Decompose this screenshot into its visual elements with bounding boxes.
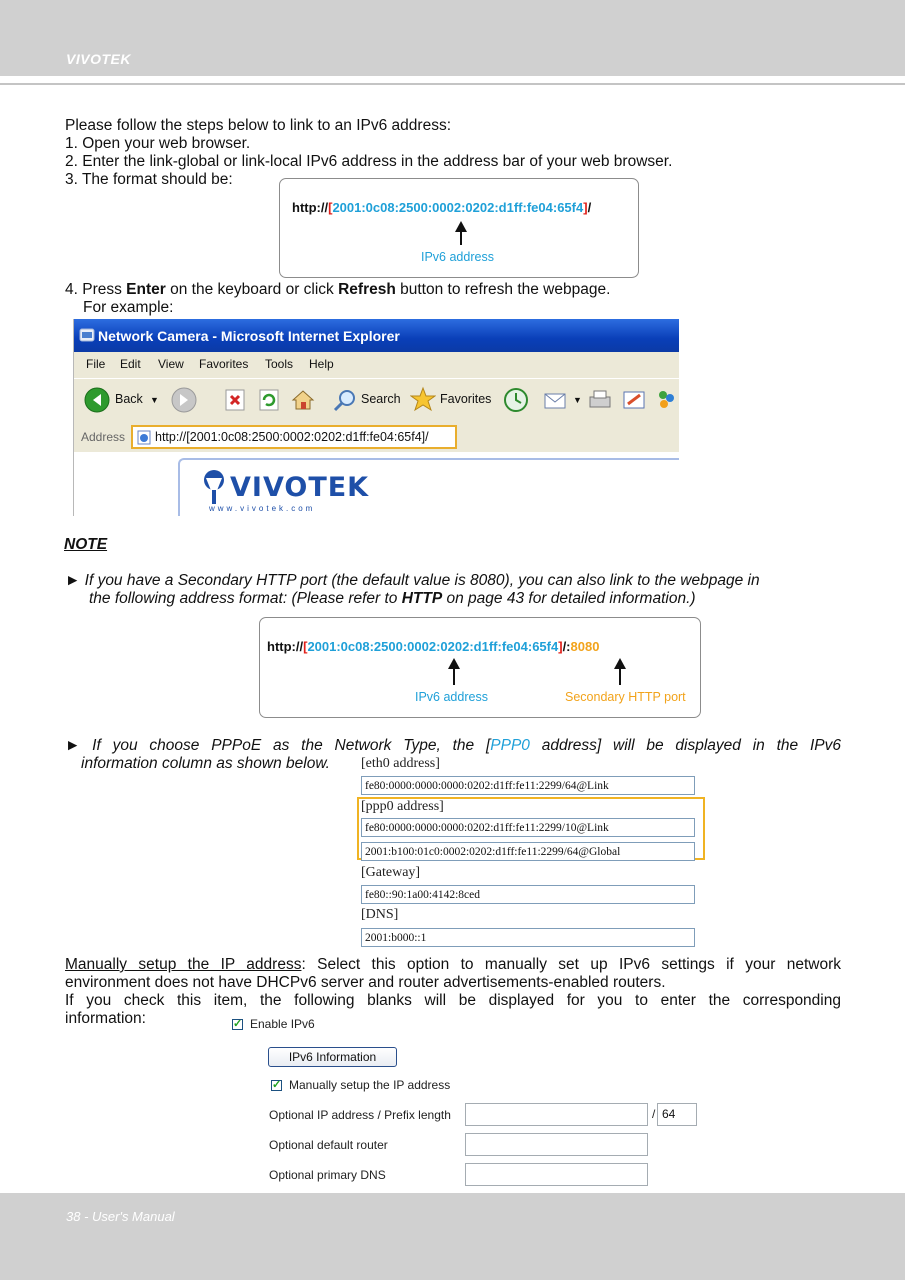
back-button-label[interactable]: Back [115,392,143,406]
note-text-b: on page 43 for detailed information.) [442,590,696,607]
prefix-slash: / [652,1107,656,1121]
back-dropdown-icon[interactable]: ▼ [150,395,159,405]
manual-title: Manually setup the IP address [65,956,302,973]
menu-edit[interactable]: Edit [120,357,141,371]
manual-line-2: environment does not have DHCPv6 server and router advertisements-enabled routers. [65,974,666,991]
dns-label: [DNS] [361,907,399,922]
arrow-shaft [619,668,621,685]
footer-page-number: 38 - User's Manual [66,1209,175,1224]
header-divider [0,83,905,85]
browser-title-text: Network Camera - Microsoft Internet Explorer [98,328,400,344]
manual-line1-rest: : Select this option to manually set up IPv6 settings if your network [301,956,841,973]
vivotek-logo-url: www.vivotek.com [209,504,316,513]
search-icon[interactable] [332,387,358,413]
pppoe-ppp0: PPP0 [490,737,530,754]
mail-icon[interactable] [542,387,570,413]
address-value: http://[2001:0c08:2500:0002:0202:d1ff:fe04:65f4]/ [155,430,429,444]
pppoe-text-b: address] will be displayed in the IPv6 [529,737,841,754]
manual-setup-label: Manually setup the IP address [289,1078,451,1092]
url-port-format-line [267,639,599,654]
stop-icon[interactable] [224,388,246,412]
ppp0-global-address-field: 2001:b100:01c0:0002:0202:d1ff:fe11:2299/64@Global [361,842,695,861]
vivotek-logo-text: VIVOTEK [230,472,370,503]
page-footer-band [0,1193,905,1280]
home-icon[interactable] [290,387,316,413]
url-close-bracket: ] [583,200,588,215]
url-suffix: / [587,200,592,215]
edit-icon[interactable] [621,387,647,413]
optional-ip-input[interactable] [465,1103,648,1126]
url-open-bracket: [ [328,200,333,215]
menu-file[interactable]: File [86,357,106,371]
browser-title-bar [74,319,679,352]
url-format-line [292,200,591,215]
ppp0-address-label: [ppp0 address] [361,799,444,814]
search-button-label[interactable]: Search [361,392,401,406]
menu-help[interactable]: Help [309,357,334,371]
favorites-button-label[interactable]: Favorites [440,392,492,406]
enable-ipv6-label: Enable IPv6 [250,1017,315,1031]
favorites-star-icon[interactable] [410,386,436,412]
note-bullet-1-line-1: ► If you have a Secondary HTTP port (the default value is 8080), you can also link to the webpage in [65,572,760,589]
note-bullet-1-line-2 [89,590,696,608]
primary-dns-label: Optional primary DNS [269,1168,386,1182]
checkmark-icon: ✓ [272,1079,282,1091]
step4-refresh: Refresh [338,281,396,298]
eth0-address-field: fe80:0000:0000:0000:0202:d1ff:fe11:2299/64@Link [361,776,695,795]
print-icon[interactable] [587,387,613,413]
browser-menu-bar [74,352,679,377]
page-header-band [0,0,905,76]
refresh-icon[interactable] [258,388,280,412]
step4-part3: button to refresh the webpage. [395,281,611,298]
menu-tools[interactable]: Tools [265,357,294,371]
url-ipv6-address: 2001:0c08:2500:0002:0202:d1ff:fe04:65f4 [332,200,584,215]
manual-line-4: information: [65,1010,146,1027]
pppoe-line-2: information column as shown below. [81,755,330,772]
address-label: Address [81,430,126,444]
url2-slash-colon: /: [562,639,571,654]
eth0-address-label: [eth0 address] [361,756,440,771]
url2-prefix: http:// [267,639,304,654]
optional-ip-label: Optional IP address / Prefix length [269,1108,451,1122]
pppoe-text-a: ► If you choose PPPoE as the Network Type, the [ [65,737,491,754]
intro-step-3: 3. The format should be: [65,171,233,188]
forward-arrow-icon[interactable] [171,387,197,413]
browser-page-content [74,452,679,516]
secondary-port-caption: Secondary HTTP port [565,690,686,704]
step4-part1: 4. Press [65,281,127,298]
pppoe-line-1 [65,737,841,755]
header-brand-title: VIVOTEK [66,51,131,67]
step4-enter-key: Enter [126,281,166,298]
ipv6-address-caption-2: IPv6 address [415,690,488,704]
intro-line: Please follow the steps below to link to an IPv6 address: [65,117,451,134]
back-arrow-icon[interactable] [84,387,110,413]
enable-ipv6-checkbox[interactable] [232,1019,243,1030]
url-format-box [279,178,639,278]
url-port-format-box [259,617,701,718]
browser-screenshot [73,319,679,516]
page-icon [136,430,152,445]
menu-view[interactable]: View [158,357,184,371]
ipv6-address-caption: IPv6 address [421,250,494,264]
note-http-ref: HTTP [401,590,443,607]
step-4-text [65,281,610,299]
manual-setup-checkbox[interactable] [271,1080,282,1091]
arrow-shaft [460,231,462,245]
for-example-text: For example: [83,299,174,316]
ie-window-icon [79,327,95,343]
default-router-label: Optional default router [269,1138,388,1152]
note-heading: NOTE [64,536,108,553]
url-prefix: http:// [292,200,329,215]
manual-line-1 [65,956,841,974]
url2-ipv6-address: 2001:0c08:2500:0002:0202:d1ff:fe04:65f4 [307,639,559,654]
address-input[interactable] [131,425,457,449]
vivotek-logo-icon [200,468,230,508]
gateway-label: [Gateway] [361,865,421,880]
ipv6-information-button[interactable]: IPv6 Information [268,1047,397,1067]
history-icon[interactable] [503,387,529,413]
messenger-icon[interactable] [655,387,677,413]
mail-dropdown-icon[interactable]: ▼ [573,395,582,405]
url2-port: 8080 [570,639,600,654]
default-router-input[interactable] [465,1133,648,1156]
url2-close-bracket: ] [558,639,563,654]
browser-address-bar [74,423,679,451]
intro-step-1: 1. Open your web browser. [65,135,251,152]
step4-part2: on the keyboard or click [165,281,339,298]
menu-favorites[interactable]: Favorites [199,357,249,371]
ppp0-link-address-field: fe80:0000:0000:0000:0202:d1ff:fe11:2299/10@Link [361,818,695,837]
note-text-a: the following address format: (Please refer to [89,590,402,607]
manual-line-3: If you check this item, the following blanks will be displayed for you to enter the corresponding [65,992,841,1009]
dns-field: 2001:b000::1 [361,928,695,947]
prefix-length-input[interactable]: 64 [657,1103,697,1126]
browser-toolbar [74,378,679,424]
primary-dns-input[interactable] [465,1163,648,1186]
url2-open-bracket: [ [303,639,308,654]
arrow-shaft [453,668,455,685]
checkmark-icon: ✓ [233,1018,243,1030]
gateway-field: fe80::90:1a00:4142:8ced [361,885,695,904]
intro-step-2: 2. Enter the link-global or link-local IPv6 address in the address bar of your web browser. [65,153,673,170]
